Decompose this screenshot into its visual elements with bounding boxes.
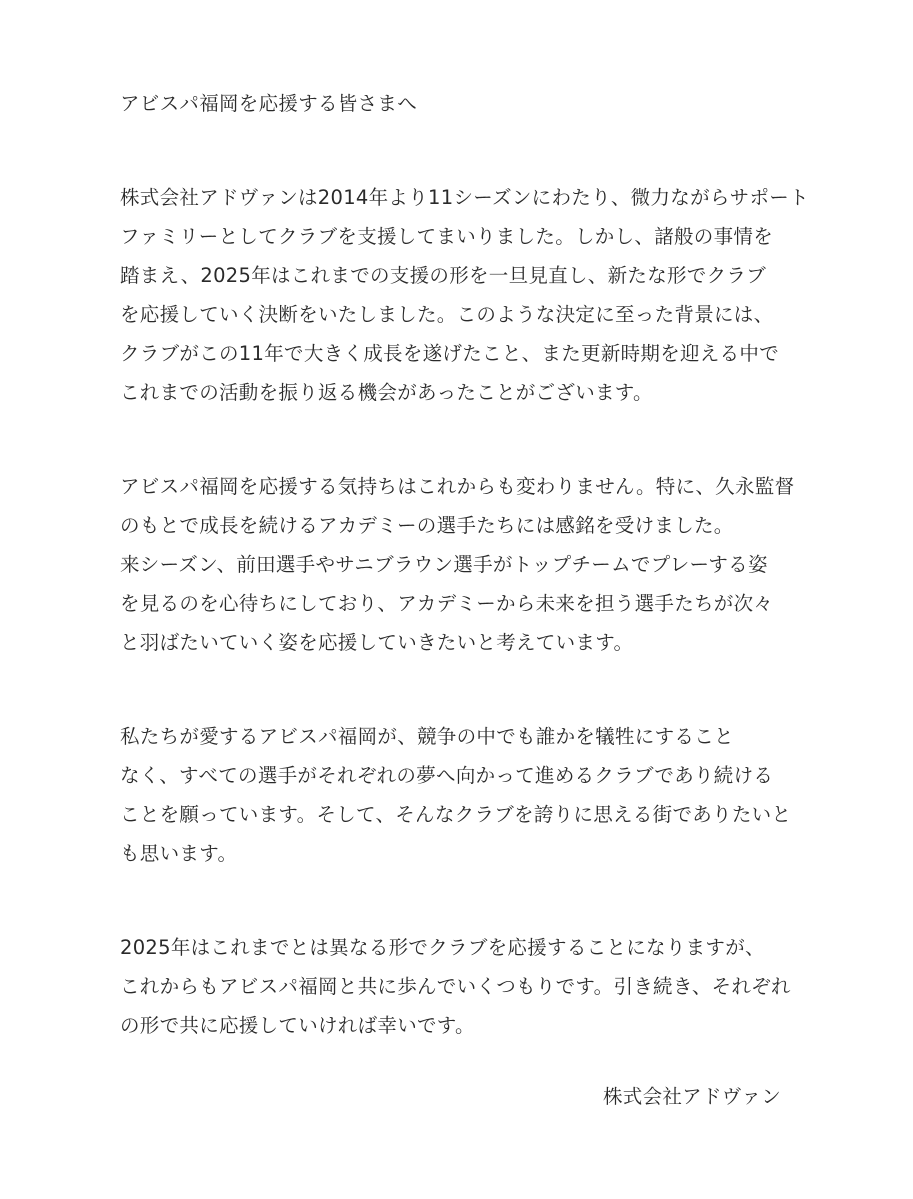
paragraph-spacer bbox=[120, 662, 792, 717]
paragraph-line: ことを願っています。そして、そんなクラブを誇りに思える街でありたいと bbox=[120, 803, 792, 826]
paragraph-line: 私たちが愛するアビスパ福岡が、競争の中でも誰かを犠牲にすること bbox=[120, 725, 734, 748]
paragraph-line: を応援していく決断をいたしました。このような決定に至った背景には、 bbox=[120, 303, 774, 326]
paragraph-line: のもとで成長を続けるアカデミーの選手たちには感銘を受けました。 bbox=[120, 514, 734, 537]
paragraph-line: なく、すべての選手がそれぞれの夢へ向かって進めるクラブであり続ける bbox=[120, 764, 774, 787]
paragraph-line: これからもアビスパ福岡と共に歩んでいくつもりです。引き続き、それぞれ bbox=[120, 975, 791, 998]
paragraph-line: も思います。 bbox=[120, 842, 238, 865]
paragraph-line: これまでの活動を振り返る機会があったことがございます。 bbox=[120, 381, 653, 404]
paragraph-spacer bbox=[120, 873, 792, 928]
paragraph-continued-support bbox=[120, 467, 795, 662]
paragraph-line: の形で共に応援していければ幸いです。 bbox=[120, 1014, 475, 1037]
paragraph-line: ファミリーとしてクラブを支援してまいりました。しかし、諸般の事情を bbox=[120, 225, 774, 248]
paragraph-line: 踏まえ、2025年はこれまでの支援の形を一旦見直し、新たな形でクラブ bbox=[120, 264, 766, 287]
paragraph-hopes-for-club bbox=[120, 717, 792, 873]
paragraph-line: 株式会社アドヴァンは2014年より11シーズンにわたり、微力ながらサポート bbox=[120, 186, 809, 209]
paragraph-line: クラブがこの11年で大きく成長を遂げたこと、また更新時期を迎える中で bbox=[120, 342, 780, 365]
letter-body bbox=[120, 84, 809, 1045]
paragraph-line: と羽ばたいていく姿を応援していきたいと考えています。 bbox=[120, 631, 634, 654]
paragraph-line: アビスパ福岡を応援する気持ちはこれからも変わりません。特に、久永監督 bbox=[120, 475, 795, 498]
signature: 株式会社アドヴァン bbox=[602, 1085, 781, 1108]
paragraph-line: 2025年はこれまでとは異なる形でクラブを応援することになりますが、 bbox=[120, 936, 765, 959]
paragraph-line: を見るのを心待ちにしており、アカデミーから未来を担う選手たちが次々 bbox=[120, 592, 774, 615]
salutation: アビスパ福岡を応援する皆さまへ bbox=[120, 92, 418, 115]
paragraph-spacer bbox=[120, 123, 792, 178]
paragraph-line: 来シーズン、前田選手やサニブラウン選手がトップチームでプレーする姿 bbox=[120, 553, 768, 576]
paragraph-closing bbox=[120, 928, 792, 1045]
paragraph-sponsorship-history bbox=[120, 178, 809, 412]
paragraph-spacer bbox=[120, 412, 792, 467]
